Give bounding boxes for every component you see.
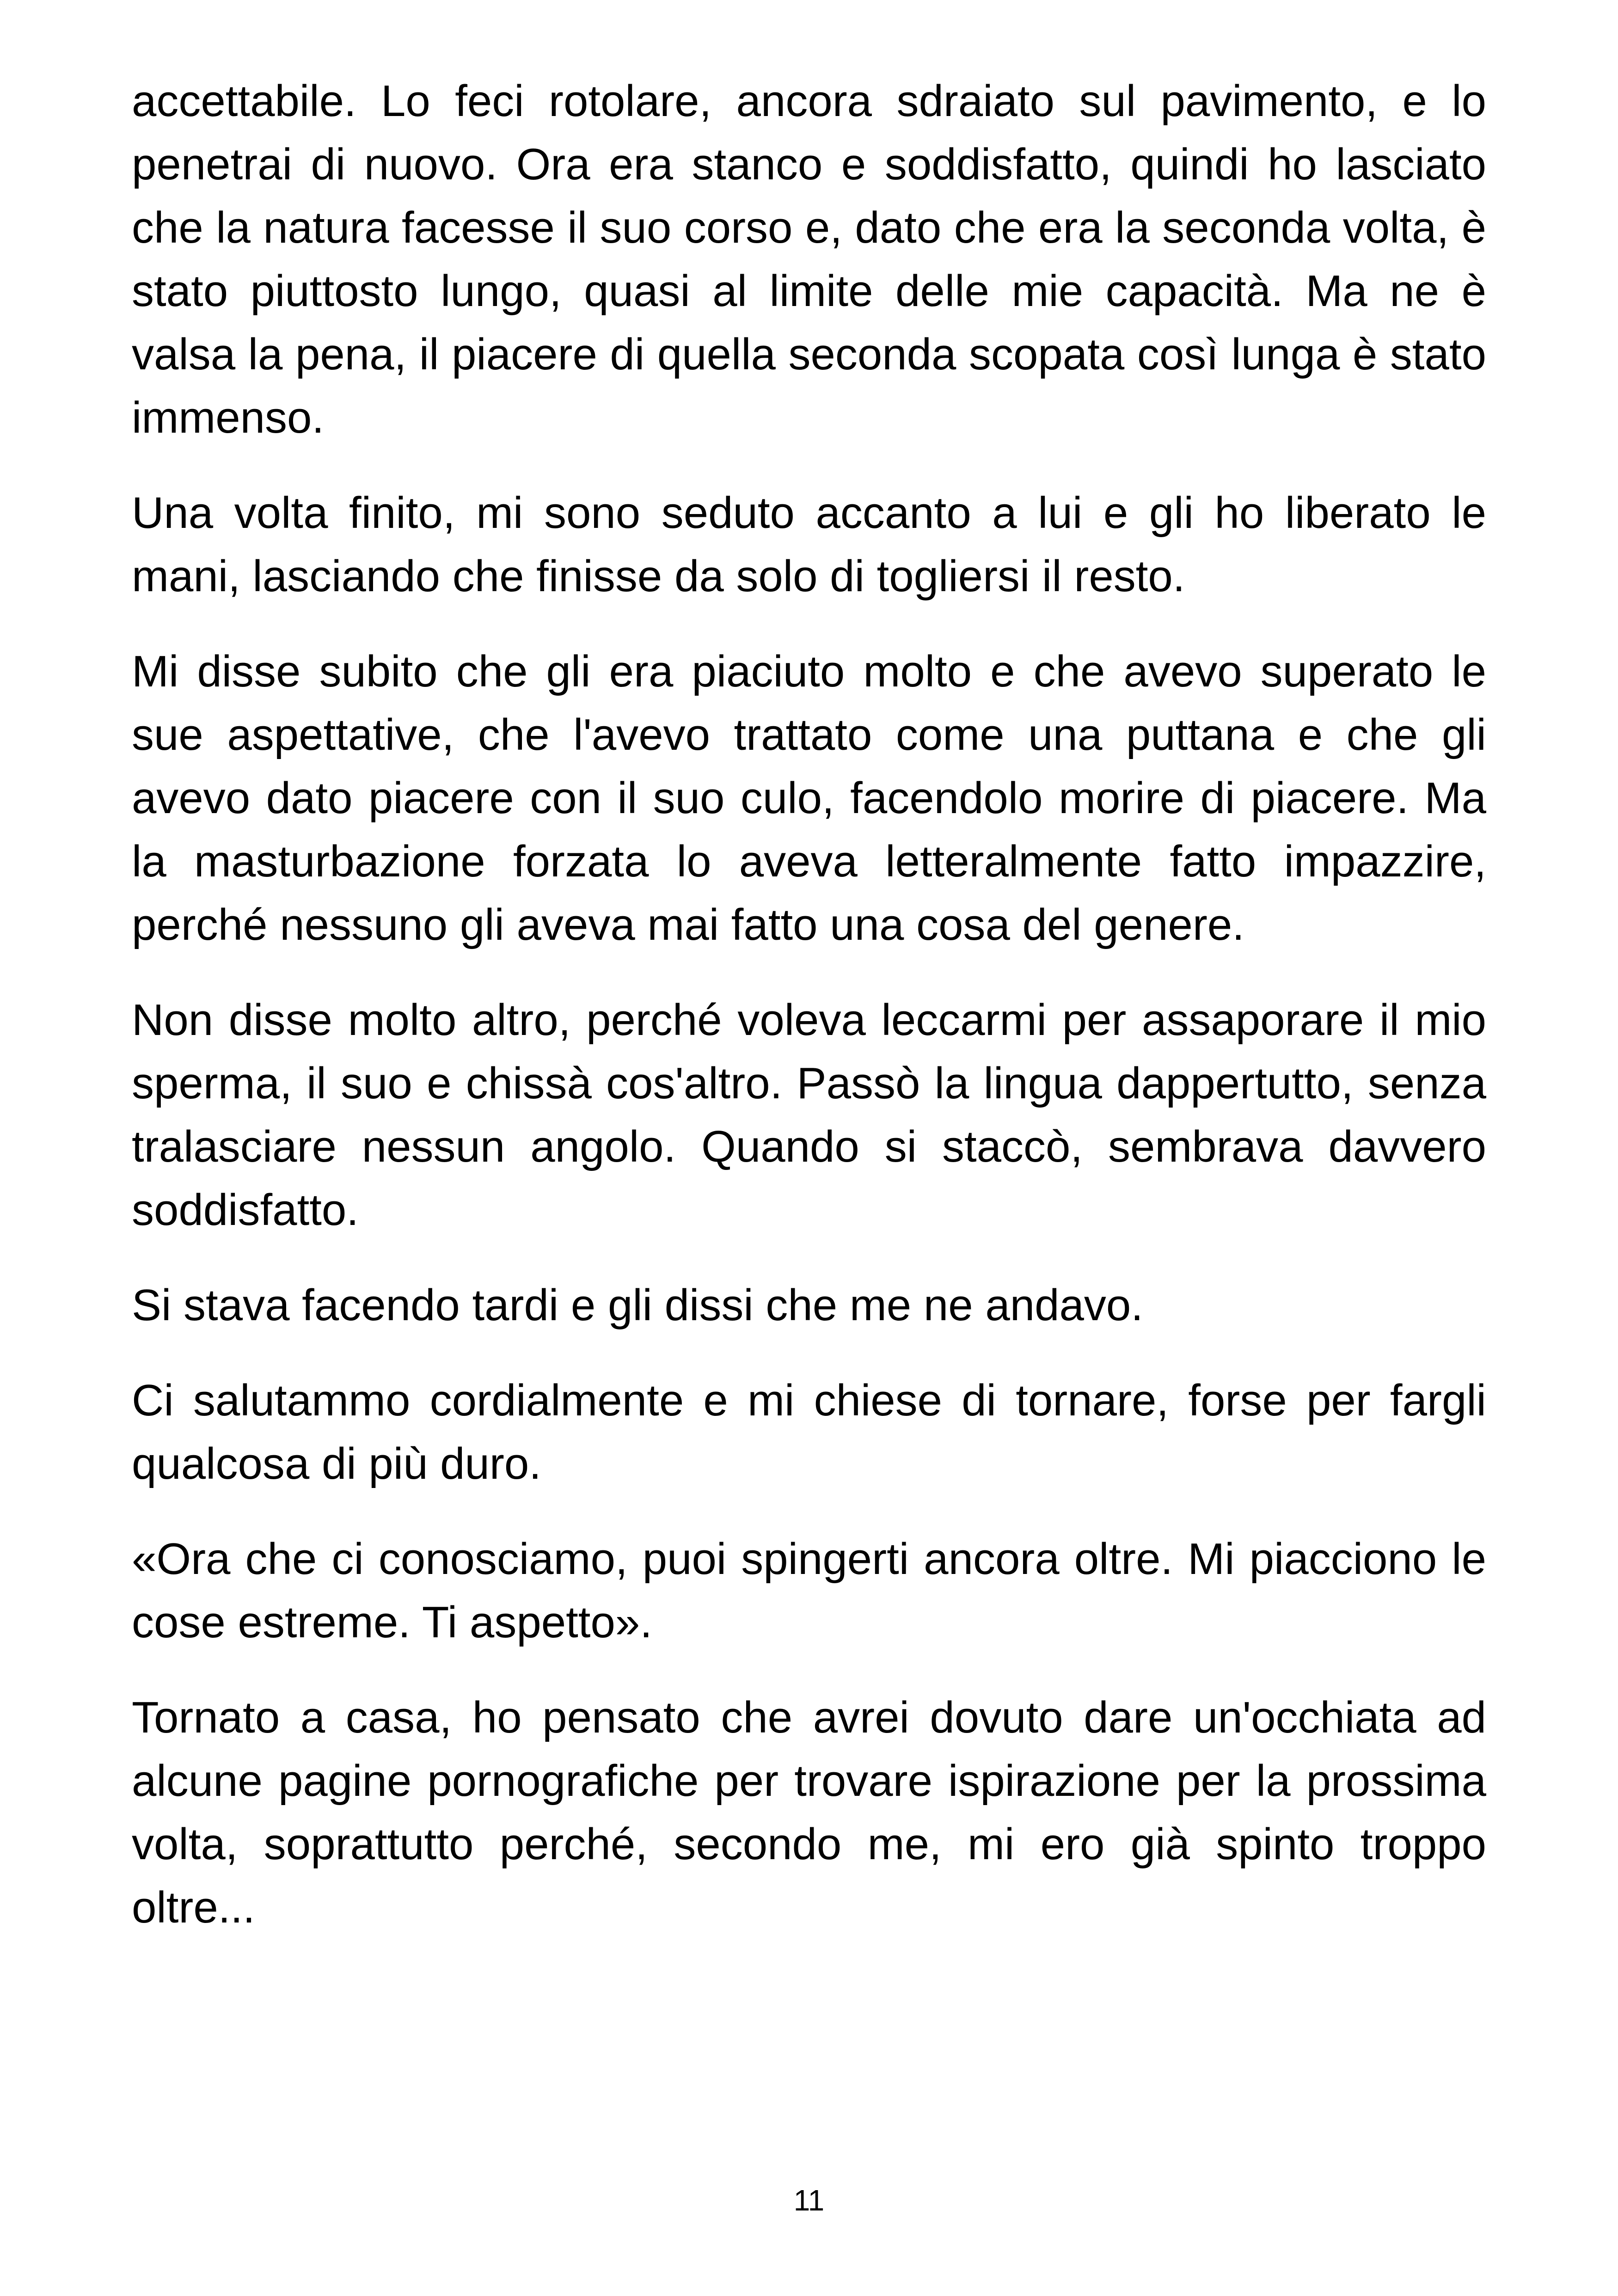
body-text bbox=[132, 69, 1486, 1971]
page-number: 11 bbox=[793, 2184, 825, 2217]
paragraph: Non disse molto altro, perché voleva leccarmi per assaporare il mio sperma, il suo e chissà cos'altro. Passò la lingua dappertutto, senza tralasciare nessun angolo. Quando si staccò, sembrava davvero soddisfatto. bbox=[132, 995, 1486, 1235]
paragraph: Ci salutammo cordialmente e mi chiese di tornare, forse per fargli qualcosa di più duro. bbox=[132, 1376, 1486, 1488]
paragraph: Si stava facendo tardi e gli dissi che me ne andavo. bbox=[132, 1280, 1143, 1330]
paragraph: Una volta finito, mi sono seduto accanto a lui e gli ho liberato le mani, lasciando che finisse da solo di togliersi il resto. bbox=[132, 488, 1486, 601]
paragraph: Mi disse subito che gli era piaciuto molto e che avevo superato le sue aspettative, che l'avevo trattato come una puttana e che gli avevo dato piacere con il suo culo, facendolo morire di piacere. Ma la masturbazione forzata lo aveva letteralmente fatto impazzire, perché nessuno gli aveva mai fatto una cosa del genere. bbox=[132, 647, 1486, 949]
paragraph: «Ora che ci conosciamo, puoi spingerti ancora oltre. Mi piacciono le cose estreme. Ti aspetto». bbox=[132, 1534, 1486, 1647]
paragraph: accettabile. Lo feci rotolare, ancora sdraiato sul pavimento, e lo penetrai di nuovo. Ora era stanco e soddisfatto, quindi ho lasciato che la natura facesse il suo corso e, dato che era la seconda volta, è stato piuttosto lungo, quasi al limite delle mie capacità. Ma ne è valsa la pena, il piacere di quella seconda scopata così lunga è stato immenso. bbox=[132, 76, 1486, 442]
paragraph: Tornato a casa, ho pensato che avrei dovuto dare un'occhiata ad alcune pagine pornografiche per trovare ispirazione per la prossima volta, soprattutto perché, secondo me, mi ero già spinto troppo oltre... bbox=[132, 1693, 1486, 1932]
